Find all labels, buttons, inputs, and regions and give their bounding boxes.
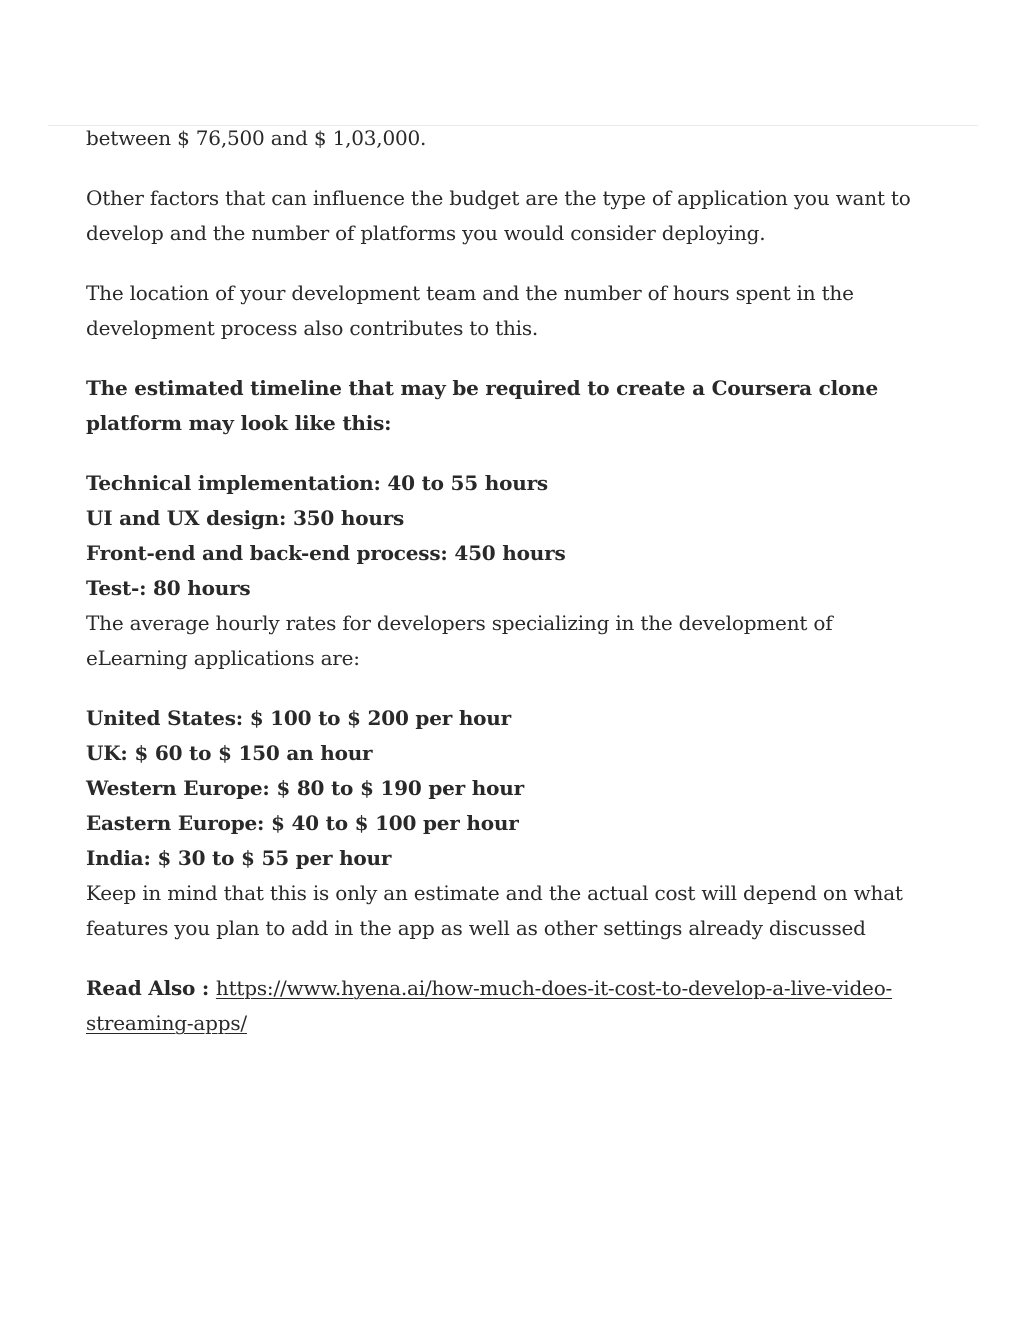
- timeline-item-frontend-backend: Front-end and back-end process: 450 hours: [86, 541, 566, 565]
- rates-intro-paragraph: The average hourly rates for developers specializing in the development of eLearning applications are:: [86, 611, 833, 670]
- rate-item-uk: UK: $ 60 to $ 150 an hour: [86, 741, 373, 765]
- timeline-heading: The estimated timeline that may be required to create a Coursera clone platform may look like this:: [86, 376, 878, 435]
- rate-item-united-states: United States: $ 100 to $ 200 per hour: [86, 706, 511, 730]
- timeline-list: [86, 466, 926, 606]
- rate-item-western-europe: Western Europe: $ 80 to $ 190 per hour: [86, 776, 524, 800]
- read-also-paragraph: [86, 971, 926, 1041]
- rates-list: [86, 701, 926, 876]
- closing-note-paragraph: Keep in mind that this is only an estimate and the actual cost will depend on what features you plan to add in the app as well as other settings already discussed: [86, 881, 903, 940]
- rate-item-eastern-europe: Eastern Europe: $ 40 to $ 100 per hour: [86, 811, 519, 835]
- read-also-label: Read Also :: [86, 976, 216, 1000]
- timeline-item-technical: Technical implementation: 40 to 55 hours: [86, 471, 548, 495]
- rate-item-india: India: $ 30 to $ 55 per hour: [86, 846, 392, 870]
- read-also-link[interactable]: https://www.hyena.ai/how-much-does-it-cost-to-develop-a-live-video-streaming-apps/: [86, 976, 893, 1035]
- timeline-item-design: UI and UX design: 350 hours: [86, 506, 405, 530]
- cost-range-paragraph: between $ 76,500 and $ 1,03,000.: [86, 126, 427, 150]
- timeline-item-test: Test-: 80 hours: [86, 576, 251, 600]
- page-header-bar: [48, 0, 978, 126]
- article-body: [86, 121, 926, 1066]
- factors-paragraph: Other factors that can influence the budget are the type of application you want to develop and the number of platforms you would consider deploying.: [86, 186, 911, 245]
- location-paragraph: The location of your development team and the number of hours spent in the development process also contributes to this.: [86, 281, 854, 340]
